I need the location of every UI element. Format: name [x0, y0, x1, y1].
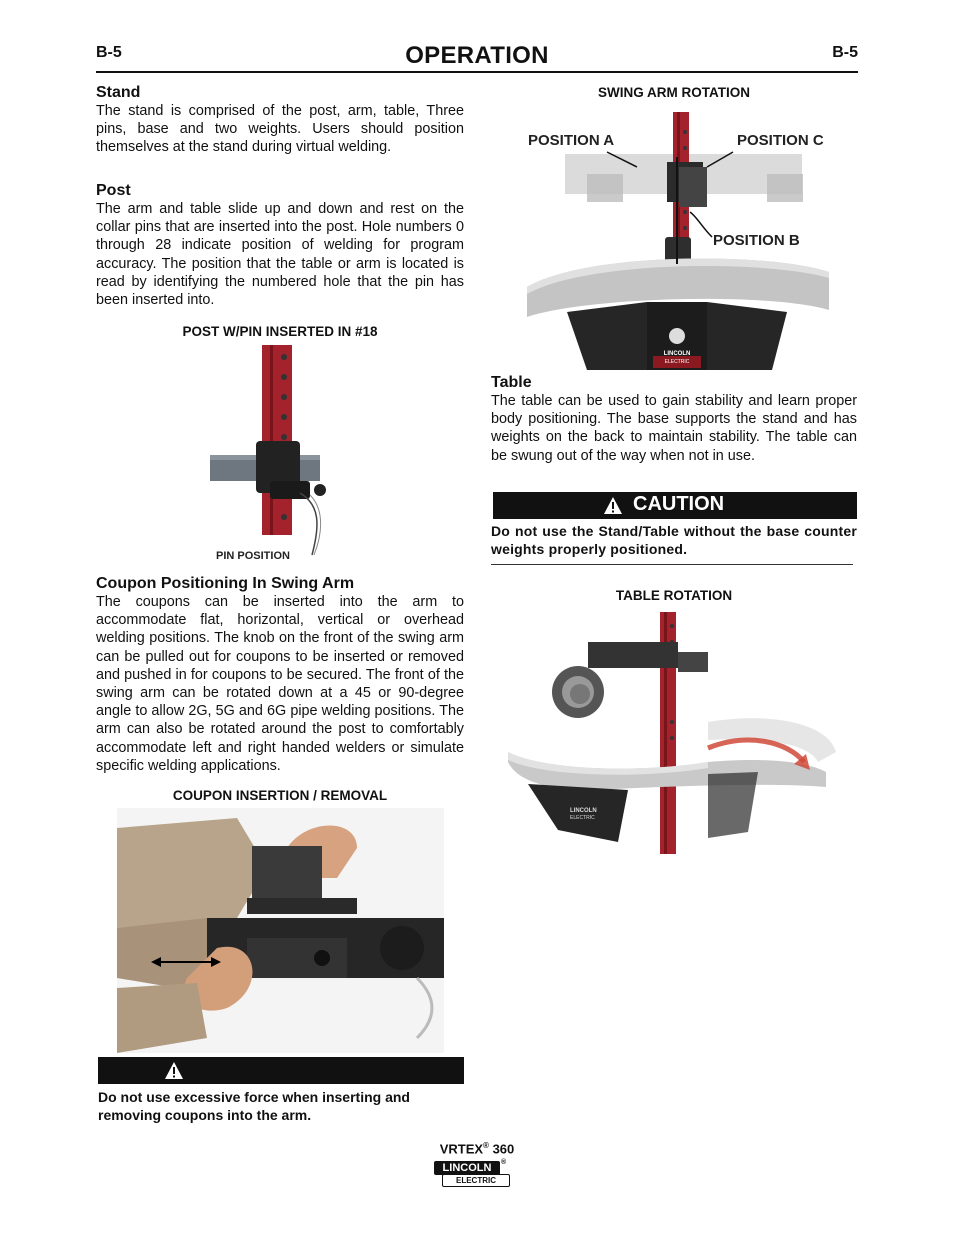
section-table [491, 374, 857, 465]
table-base-brand-sub: ELECTRIC [570, 815, 595, 821]
coupon-insertion-photo [117, 808, 444, 1053]
swing-base-brand-sub: ELECTRIC [664, 359, 690, 365]
coupon-heading: Coupon Positioning In Swing Arm [96, 575, 355, 592]
logo-bottom-band: ELECTRIC [442, 1174, 510, 1187]
page-number-right: B-5 [832, 44, 858, 61]
post-illustration [210, 345, 330, 565]
page-number-left: B-5 [96, 44, 122, 61]
caution-icon [603, 496, 623, 515]
swing-arm-caption: SWING ARM ROTATION [598, 85, 750, 100]
logo-top-band: LINCOLN [434, 1161, 500, 1175]
pin-position-label: PIN POSITION [216, 550, 290, 562]
post-figure-caption: POST W/PIN INSERTED IN #18 [182, 324, 378, 339]
position-b-label: POSITION B [713, 232, 800, 249]
table-rotation-caption: TABLE ROTATION [615, 588, 733, 603]
table-text: The table can be used to gain stability and learn proper body positioning. The base supports the stand and has weights on the back to maintain stability. The table can be swung out of the way when not in use. [491, 393, 857, 464]
logo-reg: ® [501, 1159, 507, 1166]
caution-bar [493, 492, 857, 519]
table-rotation-photo [508, 612, 840, 854]
section-stand [96, 84, 464, 157]
swing-arm-photo [527, 112, 829, 370]
footer-product-name: VRTEX [439, 1141, 484, 1157]
page-title: OPERATION [405, 42, 549, 69]
post-text: The arm and table slide up and down and rest on the collar pins that are inserted into the post. Hole numbers 0 through 28 indicate position of welding for program accuracy. The position that the table or arm is located is read by identifying the numbered hole that the pin has been inserted into. [96, 201, 464, 309]
section-post [96, 182, 464, 309]
position-a-label: POSITION A [528, 132, 615, 149]
caution-label: CAUTION [633, 493, 725, 515]
table-rotation-illustration [508, 612, 840, 854]
stand-heading: Stand [96, 84, 141, 101]
footer-product [0, 1141, 954, 1156]
header-rule [96, 71, 858, 73]
caution-text: Do not use the Stand/Table without the base counter weights properly positioned. [491, 523, 857, 557]
table-heading: Table [491, 374, 532, 391]
stand-text: The stand is comprised of the post, arm, table, Three pins, base and two weights. Users should position themselves at the stand during virtual welding. [96, 103, 464, 156]
swing-base-brand: LINCOLN [663, 351, 691, 357]
coupon-warning-text: Do not use excessive force when inserting and removing coupons into the arm. [98, 1089, 410, 1123]
lincoln-electric-logo [434, 1161, 510, 1188]
coupon-figure-caption: COUPON INSERTION / REMOVAL [172, 788, 388, 803]
caution-rule [491, 564, 853, 565]
section-coupon [96, 575, 464, 775]
footer-product-reg: ® [483, 1141, 489, 1150]
coupon-text: The coupons can be inserted into the arm to accommodate flat, horizontal, vertical or overhead welding positions. The knob on the front of the swing arm can be pulled out for coupons to be inserted or removed and pushed in for coupons to be secured. The front of the swing arm can be rotated down at a 45 or 90-degree angle to allow 2G, 5G and 6G pipe welding positions. The arm can also be rotated around the post to comfortably accommodate left and right handed welders or simulate specific welding applications. [96, 594, 464, 774]
position-c-label: POSITION C [737, 132, 824, 149]
table-base-brand: LINCOLN [570, 808, 597, 814]
coupon-insertion-illustration [117, 808, 444, 1053]
warning-icon [164, 1061, 184, 1080]
post-photo [210, 345, 330, 565]
coupon-warning-bar [98, 1057, 464, 1084]
post-heading: Post [96, 182, 131, 199]
footer-model: 360 [492, 1141, 515, 1157]
